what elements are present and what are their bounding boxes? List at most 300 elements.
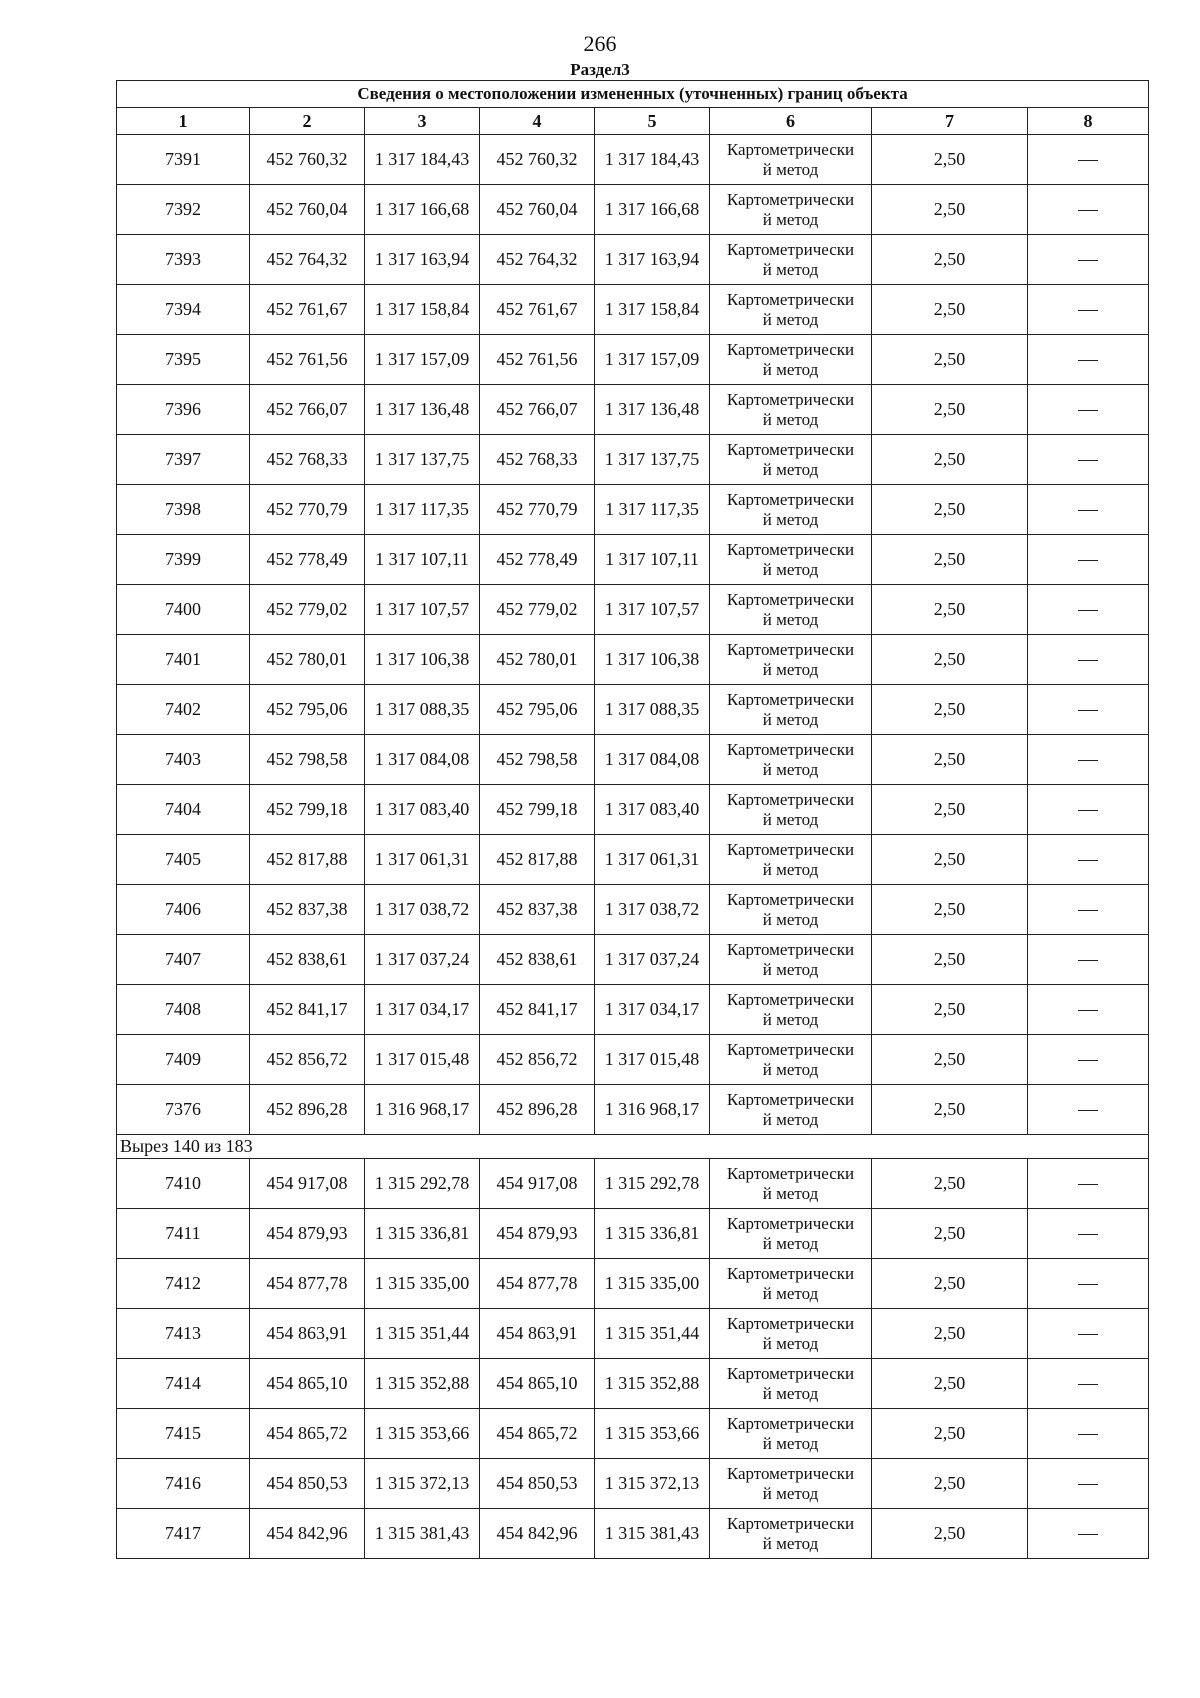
x-old-cell: 454 863,91 [250,1309,365,1359]
point-number-cell: 7399 [117,535,250,585]
x-new-cell: 452 760,04 [480,185,595,235]
method-cell [710,1359,872,1409]
method-line-1: Картометрически [726,1089,855,1109]
description-cell [1028,1459,1149,1509]
description-cell [1028,385,1149,435]
table-row [117,1409,1149,1459]
y-old-cell: 1 317 163,94 [365,235,480,285]
point-number-cell: 7391 [117,135,250,185]
accuracy-cell: 2,50 [872,1459,1028,1509]
column-header-4: 4 [480,108,595,135]
x-old-cell: 452 760,04 [250,185,365,235]
point-number-cell: 7402 [117,685,250,735]
point-number-cell: 7413 [117,1309,250,1359]
description-cell [1028,835,1149,885]
y-new-cell: 1 315 372,13 [595,1459,710,1509]
table-row [117,885,1149,935]
accuracy-cell: 2,50 [872,1509,1028,1559]
method-line-2: й метод [762,1283,819,1303]
column-header-5: 5 [595,108,710,135]
description-cell [1028,435,1149,485]
method-line-2: й метод [762,1333,819,1353]
method-line-1: Картометрически [726,639,855,659]
method-line-2: й метод [762,159,819,179]
x-old-cell: 454 842,96 [250,1509,365,1559]
table-row [117,1259,1149,1309]
y-new-cell: 1 317 157,09 [595,335,710,385]
method-cell [710,535,872,585]
table-row [117,535,1149,585]
description-cell [1028,1035,1149,1085]
method-line-1: Картометрически [726,1463,855,1483]
accuracy-cell: 2,50 [872,785,1028,835]
y-old-cell: 1 317 034,17 [365,985,480,1035]
x-new-cell: 452 795,06 [480,685,595,735]
accuracy-cell: 2,50 [872,985,1028,1035]
description-cell [1028,235,1149,285]
dash-mark [1078,1010,1098,1011]
method-cell [710,985,872,1035]
accuracy-cell: 2,50 [872,185,1028,235]
y-new-cell: 1 317 107,11 [595,535,710,585]
x-old-cell: 452 760,32 [250,135,365,185]
method-cell [710,1459,872,1509]
method-cell [710,1159,872,1209]
y-new-cell: 1 315 292,78 [595,1159,710,1209]
dash-mark [1078,610,1098,611]
method-line-2: й метод [762,659,819,679]
accuracy-cell: 2,50 [872,885,1028,935]
method-line-1: Картометрически [726,489,855,509]
y-old-cell: 1 317 107,11 [365,535,480,585]
method-cell [710,885,872,935]
method-line-1: Картометрически [726,289,855,309]
dash-mark [1078,1484,1098,1485]
method-line-2: й метод [762,359,819,379]
method-line-2: й метод [762,1433,819,1453]
description-cell [1028,685,1149,735]
method-cell [710,185,872,235]
table-row [117,185,1149,235]
method-cell [710,1509,872,1559]
description-cell [1028,735,1149,785]
dash-mark [1078,310,1098,311]
y-new-cell: 1 317 034,17 [595,985,710,1035]
table-row [117,1085,1149,1135]
y-old-cell: 1 315 335,00 [365,1259,480,1309]
section-row [117,1135,1149,1159]
accuracy-cell: 2,50 [872,435,1028,485]
column-header-8: 8 [1028,108,1149,135]
dash-mark [1078,760,1098,761]
y-new-cell: 1 317 163,94 [595,235,710,285]
accuracy-cell: 2,50 [872,485,1028,535]
method-cell [710,785,872,835]
description-cell [1028,135,1149,185]
method-cell [710,235,872,285]
table-row [117,435,1149,485]
y-old-cell: 1 317 084,08 [365,735,480,785]
x-new-cell: 452 837,38 [480,885,595,935]
method-cell [710,1035,872,1085]
y-old-cell: 1 317 158,84 [365,285,480,335]
point-number-cell: 7410 [117,1159,250,1209]
y-new-cell: 1 315 336,81 [595,1209,710,1259]
description-cell [1028,635,1149,685]
y-old-cell: 1 317 117,35 [365,485,480,535]
y-old-cell: 1 315 352,88 [365,1359,480,1409]
y-new-cell: 1 315 351,44 [595,1309,710,1359]
y-new-cell: 1 317 061,31 [595,835,710,885]
method-line-2: й метод [762,559,819,579]
point-number-cell: 7392 [117,185,250,235]
section-title: Раздел3 [570,60,630,79]
y-old-cell: 1 317 137,75 [365,435,480,485]
y-old-cell: 1 317 136,48 [365,385,480,435]
point-number-cell: 7411 [117,1209,250,1259]
column-header-6: 6 [710,108,872,135]
table-row [117,1209,1149,1259]
point-number-cell: 7376 [117,1085,250,1135]
method-line-1: Картометрически [726,439,855,459]
x-old-cell: 452 766,07 [250,385,365,435]
accuracy-cell: 2,50 [872,235,1028,285]
method-line-2: й метод [762,959,819,979]
y-new-cell: 1 317 088,35 [595,685,710,735]
x-old-cell: 454 865,10 [250,1359,365,1409]
table-row [117,235,1149,285]
method-line-2: й метод [762,1533,819,1553]
point-number-cell: 7412 [117,1259,250,1309]
x-new-cell: 452 764,32 [480,235,595,285]
table-caption: Сведения о местоположении измененных (уточненных) границ объекта [117,81,1149,108]
dash-mark [1078,560,1098,561]
dash-mark [1078,960,1098,961]
dash-mark [1078,210,1098,211]
method-cell [710,435,872,485]
method-cell [710,935,872,985]
method-line-2: й метод [762,509,819,529]
x-new-cell: 452 768,33 [480,435,595,485]
method-line-2: й метод [762,1183,819,1203]
x-old-cell: 452 778,49 [250,535,365,585]
point-number-cell: 7397 [117,435,250,485]
x-new-cell: 452 798,58 [480,735,595,785]
method-cell [710,635,872,685]
method-line-1: Картометрически [726,139,855,159]
method-line-2: й метод [762,309,819,329]
method-line-1: Картометрически [726,739,855,759]
y-old-cell: 1 315 292,78 [365,1159,480,1209]
table-row [117,635,1149,685]
description-cell [1028,1309,1149,1359]
description-cell [1028,485,1149,535]
accuracy-cell: 2,50 [872,1359,1028,1409]
description-cell [1028,785,1149,835]
table-row [117,835,1149,885]
method-line-1: Картометрически [726,1039,855,1059]
y-new-cell: 1 317 184,43 [595,135,710,185]
point-number-cell: 7408 [117,985,250,1035]
table-row [117,935,1149,985]
accuracy-cell: 2,50 [872,535,1028,585]
page-number: 266 [583,31,617,56]
accuracy-cell: 2,50 [872,1409,1028,1459]
dash-mark [1078,260,1098,261]
dash-mark [1078,1334,1098,1335]
x-new-cell: 452 780,01 [480,635,595,685]
y-old-cell: 1 317 166,68 [365,185,480,235]
description-cell [1028,885,1149,935]
table-row [117,335,1149,385]
description-cell [1028,585,1149,635]
y-old-cell: 1 315 372,13 [365,1459,480,1509]
point-number-cell: 7406 [117,885,250,935]
method-line-2: й метод [762,1059,819,1079]
method-line-1: Картометрически [726,589,855,609]
method-cell [710,1259,872,1309]
x-new-cell: 454 863,91 [480,1309,595,1359]
column-header-7: 7 [872,108,1028,135]
x-old-cell: 454 917,08 [250,1159,365,1209]
method-line-2: й метод [762,459,819,479]
description-cell [1028,535,1149,585]
accuracy-cell: 2,50 [872,1309,1028,1359]
point-number-cell: 7398 [117,485,250,535]
y-old-cell: 1 317 015,48 [365,1035,480,1085]
method-line-1: Картометрически [726,239,855,259]
accuracy-cell: 2,50 [872,385,1028,435]
dash-mark [1078,910,1098,911]
table-row [117,485,1149,535]
method-line-2: й метод [762,1109,819,1129]
y-old-cell: 1 317 106,38 [365,635,480,685]
column-header-2: 2 [250,108,365,135]
point-number-cell: 7417 [117,1509,250,1559]
x-new-cell: 454 842,96 [480,1509,595,1559]
accuracy-cell: 2,50 [872,335,1028,385]
x-old-cell: 454 879,93 [250,1209,365,1259]
method-cell [710,735,872,785]
y-old-cell: 1 317 088,35 [365,685,480,735]
table-row [117,135,1149,185]
point-number-cell: 7414 [117,1359,250,1409]
y-old-cell: 1 315 353,66 [365,1409,480,1459]
x-old-cell: 452 841,17 [250,985,365,1035]
method-line-1: Картометрически [726,339,855,359]
x-old-cell: 452 817,88 [250,835,365,885]
column-header-3: 3 [365,108,480,135]
dash-mark [1078,360,1098,361]
dash-mark [1078,1060,1098,1061]
method-line-1: Картометрически [726,939,855,959]
y-new-cell: 1 317 137,75 [595,435,710,485]
dash-mark [1078,1384,1098,1385]
x-new-cell: 454 879,93 [480,1209,595,1259]
table-row [117,785,1149,835]
table-row [117,985,1149,1035]
method-line-1: Картометрически [726,1363,855,1383]
x-old-cell: 452 768,33 [250,435,365,485]
y-new-cell: 1 315 352,88 [595,1359,710,1409]
point-number-cell: 7400 [117,585,250,635]
x-old-cell: 452 896,28 [250,1085,365,1135]
y-old-cell: 1 317 083,40 [365,785,480,835]
y-new-cell: 1 317 084,08 [595,735,710,785]
point-number-cell: 7401 [117,635,250,685]
table-row [117,1159,1149,1209]
method-line-1: Картометрически [726,389,855,409]
point-number-cell: 7416 [117,1459,250,1509]
method-cell [710,135,872,185]
dash-mark [1078,1110,1098,1111]
method-cell [710,1409,872,1459]
description-cell [1028,1085,1149,1135]
x-old-cell: 454 877,78 [250,1259,365,1309]
x-new-cell: 452 817,88 [480,835,595,885]
method-line-1: Картометрически [726,1513,855,1533]
table-row [117,1509,1149,1559]
x-old-cell: 452 779,02 [250,585,365,635]
method-cell [710,485,872,535]
point-number-cell: 7404 [117,785,250,835]
method-line-2: й метод [762,1383,819,1403]
point-number-cell: 7395 [117,335,250,385]
y-old-cell: 1 315 351,44 [365,1309,480,1359]
description-cell [1028,285,1149,335]
x-new-cell: 452 841,17 [480,985,595,1035]
description-cell [1028,1209,1149,1259]
description-cell [1028,335,1149,385]
x-old-cell: 452 795,06 [250,685,365,735]
description-cell [1028,1509,1149,1559]
dash-mark [1078,410,1098,411]
method-line-2: й метод [762,1483,819,1503]
table-row [117,1309,1149,1359]
y-new-cell: 1 317 166,68 [595,185,710,235]
x-old-cell: 452 838,61 [250,935,365,985]
method-line-1: Картометрически [726,1263,855,1283]
y-new-cell: 1 317 158,84 [595,285,710,335]
dash-mark [1078,810,1098,811]
x-new-cell: 454 865,10 [480,1359,595,1409]
method-cell [710,285,872,335]
y-new-cell: 1 315 353,66 [595,1409,710,1459]
description-cell [1028,1359,1149,1409]
x-new-cell: 452 761,67 [480,285,595,335]
description-cell [1028,935,1149,985]
y-new-cell: 1 317 015,48 [595,1035,710,1085]
description-cell [1028,1409,1149,1459]
x-new-cell: 454 877,78 [480,1259,595,1309]
x-old-cell: 452 799,18 [250,785,365,835]
x-old-cell: 452 856,72 [250,1035,365,1085]
accuracy-cell: 2,50 [872,685,1028,735]
accuracy-cell: 2,50 [872,1259,1028,1309]
dash-mark [1078,460,1098,461]
y-new-cell: 1 317 107,57 [595,585,710,635]
dash-mark [1078,1234,1098,1235]
method-line-2: й метод [762,809,819,829]
method-line-1: Картометрически [726,989,855,1009]
table-row [117,685,1149,735]
y-old-cell: 1 317 061,31 [365,835,480,885]
y-new-cell: 1 317 117,35 [595,485,710,535]
table-row [117,1359,1149,1409]
dash-mark [1078,1184,1098,1185]
y-new-cell: 1 317 038,72 [595,885,710,935]
x-new-cell: 452 799,18 [480,785,595,835]
dash-mark [1078,160,1098,161]
accuracy-cell: 2,50 [872,1035,1028,1085]
x-old-cell: 452 761,67 [250,285,365,335]
method-cell [710,335,872,385]
method-cell [710,385,872,435]
method-line-1: Картометрически [726,1213,855,1233]
table-body [117,135,1149,1559]
accuracy-cell: 2,50 [872,635,1028,685]
point-number-cell: 7396 [117,385,250,435]
column-header-row [117,108,1149,135]
x-new-cell: 452 856,72 [480,1035,595,1085]
y-old-cell: 1 315 381,43 [365,1509,480,1559]
table-row [117,1035,1149,1085]
point-number-cell: 7403 [117,735,250,785]
method-line-2: й метод [762,709,819,729]
column-header-1: 1 [117,108,250,135]
x-new-cell: 452 766,07 [480,385,595,435]
x-old-cell: 452 764,32 [250,235,365,285]
x-old-cell: 452 837,38 [250,885,365,935]
method-cell [710,585,872,635]
method-cell [710,835,872,885]
accuracy-cell: 2,50 [872,1159,1028,1209]
method-cell [710,1209,872,1259]
method-line-2: й метод [762,409,819,429]
x-new-cell: 452 779,02 [480,585,595,635]
dash-mark [1078,860,1098,861]
method-cell [710,1309,872,1359]
accuracy-cell: 2,50 [872,935,1028,985]
y-old-cell: 1 317 037,24 [365,935,480,985]
x-old-cell: 454 865,72 [250,1409,365,1459]
y-new-cell: 1 317 083,40 [595,785,710,835]
y-old-cell: 1 317 107,57 [365,585,480,635]
y-new-cell: 1 317 106,38 [595,635,710,685]
dash-mark [1078,660,1098,661]
x-old-cell: 452 798,58 [250,735,365,785]
description-cell [1028,185,1149,235]
method-line-2: й метод [762,1009,819,1029]
method-line-2: й метод [762,259,819,279]
method-line-1: Картометрически [726,689,855,709]
table-row [117,585,1149,635]
dash-mark [1078,1434,1098,1435]
method-line-2: й метод [762,209,819,229]
point-number-cell: 7415 [117,1409,250,1459]
x-new-cell: 452 778,49 [480,535,595,585]
method-cell [710,685,872,735]
method-line-1: Картометрически [726,789,855,809]
method-line-2: й метод [762,859,819,879]
method-line-2: й метод [762,609,819,629]
y-old-cell: 1 317 184,43 [365,135,480,185]
method-line-1: Картометрически [726,1313,855,1333]
x-new-cell: 452 770,79 [480,485,595,535]
y-new-cell: 1 317 037,24 [595,935,710,985]
accuracy-cell: 2,50 [872,835,1028,885]
y-new-cell: 1 316 968,17 [595,1085,710,1135]
